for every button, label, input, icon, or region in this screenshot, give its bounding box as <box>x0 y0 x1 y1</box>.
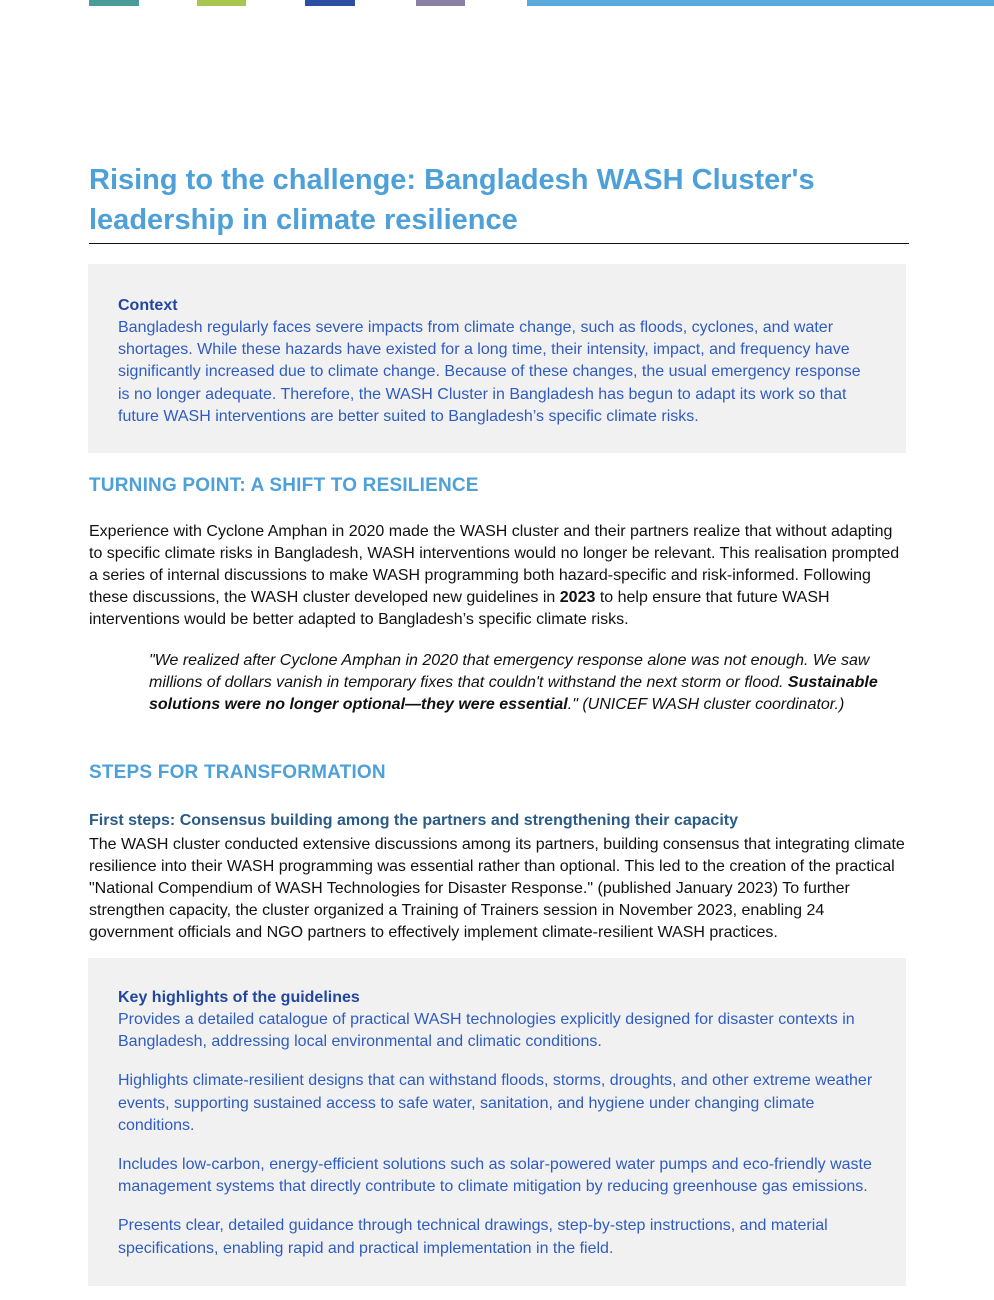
first-steps-paragraph: The WASH cluster conducted extensive discussions among its partners, building consensus that integrating climate resilience into their WASH programming was essential rather than optional. This led to the creation of the practical "National Compendium of WASH Technologies for Disaster Response." (published January 2023) To further strengthen capacity, the cluster organized a Training of Trainers session in November 2023, enabling 24 government officials and NGO partners to effectively implement climate-resilient WASH practices. <box>89 836 905 941</box>
quote-part: ." (UNICEF WASH cluster coordinator.) <box>567 696 845 713</box>
highlights-box <box>88 958 906 1286</box>
paragraph-part: to help ensure that future WASH interventions would be better adapted to Bangladesh’s specific climate risks. <box>89 589 830 628</box>
highlights-heading: Key highlights of the guidelines <box>118 989 360 1006</box>
highlight-item: Provides a detailed catalogue of practical WASH technologies explicitly designed for disaster contexts in Bangladesh, addressing local environmental and climatic conditions. <box>118 1011 855 1051</box>
quote-bold: Sustainable solutions were no longer optional—they were essential <box>149 674 878 713</box>
quote-part: "We realized after Cyclone Amphan in 2020 that emergency response alone was not enough. We saw millions of dollars vanish in temporary fixes that couldn't withstand the next storm or flood. <box>149 652 870 691</box>
context-box <box>88 264 906 453</box>
first-steps-subheading: First steps: Consensus building among the partners and strengthening their capacity <box>89 812 738 829</box>
context-text: Bangladesh regularly faces severe impacts from climate change, such as floods, cyclones, and water shortages. While these hazards have existed for a long time, their intensity, impact, and frequency have significantly increased due to climate change. Because of these changes, the usual emergency response is no longer adequate. Therefore, the WASH Cluster in Bangladesh has begun to adapt its work so that future WASH interventions are better suited to Bangladesh’s specific climate risks. <box>118 319 861 425</box>
section-heading-turning-point: TURNING POINT: A SHIFT TO RESILIENCE <box>89 475 479 496</box>
coordinator-quote <box>149 650 911 716</box>
accent-bar-blue <box>305 0 355 6</box>
accent-bar-lightblue <box>527 0 994 6</box>
accent-bar-green <box>197 0 246 6</box>
accent-bar-teal <box>89 0 139 6</box>
page-title: Rising to the challenge: Bangladesh WASH Cluster's leadership in climate resilience <box>89 164 815 236</box>
highlight-item: Presents clear, detailed guidance through technical drawings, step-by-step instructions, and material specifications, enabling rapid and practical implementation in the field. <box>118 1217 828 1257</box>
context-heading: Context <box>118 297 178 314</box>
accent-bar-purple <box>416 0 465 6</box>
section-heading-steps: STEPS FOR TRANSFORMATION <box>89 762 386 783</box>
turning-point-paragraph <box>89 521 909 631</box>
paragraph-bold-year: 2023 <box>559 589 596 606</box>
highlight-item: Includes low-carbon, energy-efficient solutions such as solar-powered water pumps and eco-friendly waste management systems that directly contribute to climate mitigation by reducing greenhouse gas emissions. <box>118 1156 872 1196</box>
highlight-item: Highlights climate-resilient designs that can withstand floods, storms, droughts, and other extreme weather events, supporting sustained access to safe water, sanitation, and hygiene under changing climate conditions. <box>118 1072 873 1134</box>
title-divider <box>89 243 909 244</box>
paragraph-part: Experience with Cyclone Amphan in 2020 made the WASH cluster and their partners realize that without adapting to specific climate risks in Bangladesh, WASH interventions would no longer be relevant. This realisation prompted a series of internal discussions to make WASH programming both hazard-specific and risk-informed. Following these discussions, the WASH cluster developed new guidelines in <box>89 523 900 606</box>
